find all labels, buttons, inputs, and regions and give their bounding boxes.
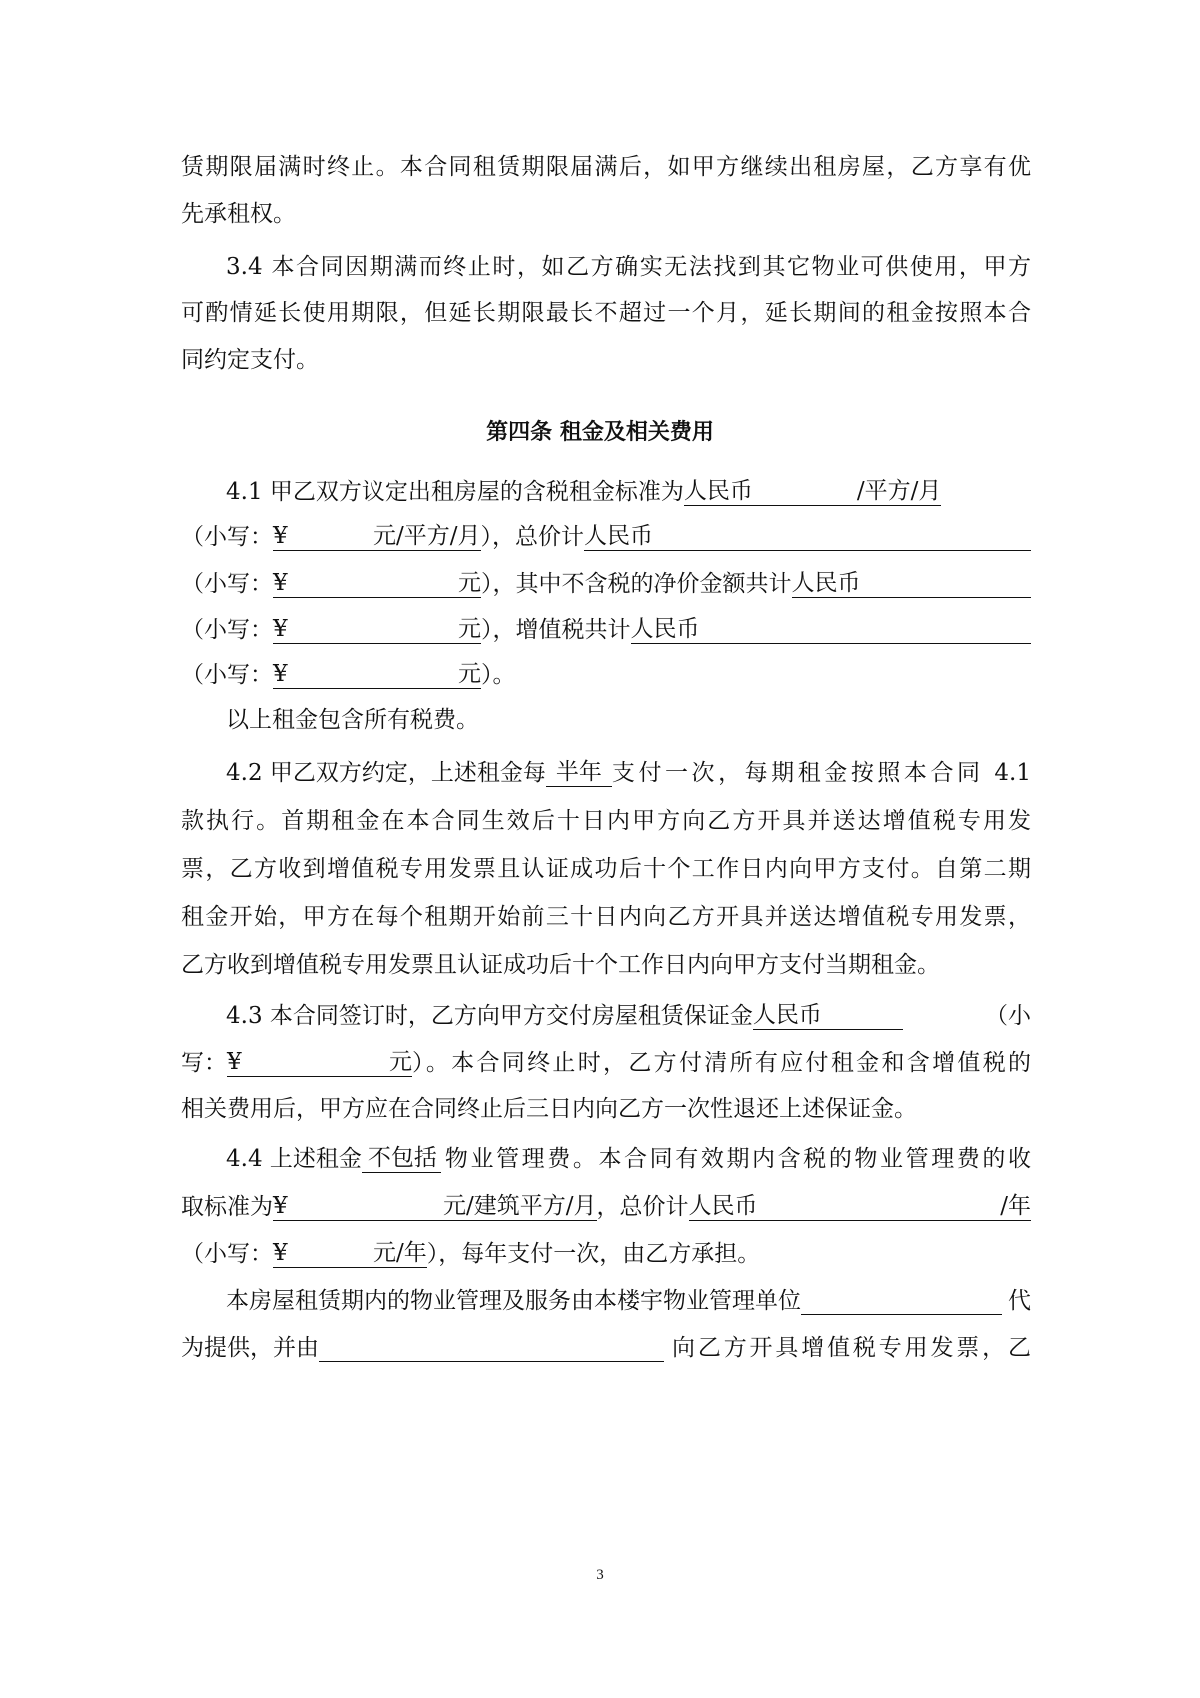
- clause-4-4-line-2: [181, 1192, 1031, 1222]
- clause-4-2-line-2: 款执行。首期租金在本合同生效后十日内甲方向乙方开具并送达增值税专用发: [181, 808, 1031, 834]
- clause-4-1-line-1: [226, 477, 1031, 507]
- paragraph-3-3-line-1: 赁期限届满时终止。本合同租赁期限届满后，如甲方继续出租房屋，乙方享有优: [181, 154, 1031, 180]
- management-line-1: [226, 1286, 1031, 1316]
- rent-standard-blank: [684, 477, 857, 506]
- clause-4-1-line-4: [181, 615, 1031, 645]
- clause-4-2-line-4: 租金开始，甲方在每个租期开始前三十日内向乙方开具并送达增值税专用发票，: [181, 904, 1031, 930]
- clause-4-1-line-3: [181, 569, 1031, 599]
- section-heading-article-4: 第四条 租金及相关费用: [486, 420, 714, 445]
- inclusion-value: 不包括: [362, 1144, 441, 1173]
- currency-label: 人民币: [683, 478, 753, 504]
- unit-label: 元: [458, 570, 481, 596]
- clause-4-2-text: 支付一次，每期租金按照本合同 4.1: [611, 760, 1031, 786]
- management-line-2: [181, 1333, 1031, 1363]
- clause-4-1-text: ），增值税共计: [481, 617, 631, 643]
- clause-4-2-text: 4.2 甲乙双方约定，上述租金每: [226, 760, 546, 786]
- clause-4-1-text: ），其中不含税的净价金额共计: [481, 571, 792, 597]
- unit-label: /年: [1000, 1193, 1031, 1219]
- clause-4-2-line-1: [226, 758, 1031, 788]
- invoice-issuer-blank: [319, 1333, 664, 1362]
- lowercase-label: （小写：: [181, 571, 273, 597]
- unit-label: 元: [389, 1049, 412, 1075]
- management-company-blank: [801, 1286, 1002, 1315]
- clause-4-1-text: 4.1 甲乙双方议定出租房屋的含税租金标准为: [226, 479, 684, 505]
- payment-period-value: 半年: [546, 758, 612, 787]
- unit-label: 元/平方/月: [373, 523, 481, 549]
- clause-4-2-line-5: 乙方收到增值税专用发票且认证成功后十个工作日内向甲方支付当期租金。: [181, 952, 940, 978]
- lowercase-label: （小写：: [181, 662, 273, 688]
- clause-4-1-text: ）。: [481, 662, 516, 688]
- total-price-blank: 人民币: [584, 522, 1031, 551]
- clause-4-3-line-3: 相关费用后，甲方应在合同终止后三日内向乙方一次性退还上述保证金。: [181, 1096, 917, 1122]
- management-text: 向乙方开具增值税专用发票，乙: [672, 1335, 1031, 1361]
- unit-label: /平方/月: [856, 478, 942, 504]
- clause-4-2-line-3: 票，乙方收到增值税专用发票且认证成功后十个工作日内向甲方支付。自第二期: [181, 856, 1031, 882]
- clause-4-4-line-3: [181, 1239, 1031, 1269]
- clause-4-3-text: 写：: [181, 1050, 227, 1076]
- clause-4-4-text: ），每年支付一次，由乙方承担。: [426, 1241, 761, 1267]
- annual-total-blank: 人民币: [689, 1192, 1001, 1221]
- lowercase-label: （小写：: [181, 1241, 273, 1267]
- clause-4-1-line-5: [181, 660, 1031, 690]
- management-text: 代: [1008, 1288, 1031, 1314]
- clause-4-4-text: 取标准为: [181, 1194, 273, 1220]
- net-amount-blank: 人民币: [792, 569, 1032, 598]
- clause-4-3-line-1: [226, 1001, 1031, 1031]
- clause-4-4-text: ，总价计: [596, 1194, 689, 1220]
- clause-4-3-text: （小: [985, 1003, 1031, 1029]
- lowercase-label: （小写：: [181, 524, 273, 550]
- clause-4-3-text: 4.3 本合同签订时，乙方向甲方交付房屋租赁保证金: [226, 1003, 753, 1029]
- deposit-blank: 人民币: [753, 1001, 903, 1030]
- page-number: 3: [596, 1567, 604, 1583]
- yuan-symbol-blank: ¥: [273, 615, 458, 644]
- paragraph-3-4-line-3: 同约定支付。: [181, 347, 319, 373]
- yuan-symbol-blank: ¥: [273, 1239, 373, 1268]
- clause-4-4-text: 4.4 上述租金: [226, 1146, 362, 1172]
- clause-4-3-line-2: [181, 1048, 1031, 1078]
- paragraph-3-4-line-2: 可酌情延长使用期限，但延长期限最长不超过一个月，延长期间的租金按照本合: [181, 300, 1031, 326]
- yuan-symbol-blank: ¥: [273, 522, 373, 551]
- unit-label: 元: [458, 616, 481, 642]
- clause-4-1-line-6: 以上租金包含所有税费。: [226, 707, 479, 733]
- vat-amount-blank: 人民币: [631, 615, 1032, 644]
- management-text: 为提供，并由: [181, 1335, 319, 1361]
- yuan-symbol-blank: ¥: [273, 569, 458, 598]
- unit-label: 元: [458, 661, 481, 687]
- clause-4-1-text: ），总价计: [480, 524, 584, 550]
- yuan-symbol-blank: ¥: [273, 1192, 443, 1221]
- management-text: 本房屋租赁期内的物业管理及服务由本楼宇物业管理单位: [226, 1288, 801, 1314]
- paragraph-3-3-line-2: 先承租权。: [181, 201, 296, 227]
- paragraph-3-4-line-1: 3.4 本合同因期满而终止时，如乙方确实无法找到其它物业可供使用，甲方: [226, 254, 1031, 280]
- clause-4-4-line-1: [226, 1144, 1031, 1174]
- unit-label: 元/建筑平方/月: [443, 1193, 597, 1219]
- clause-4-3-text: ）。本合同终止时，乙方付清所有应付租金和含增值税的: [412, 1050, 1031, 1076]
- lowercase-label: （小写：: [181, 617, 273, 643]
- clause-4-1-line-2: [181, 522, 1031, 552]
- clause-4-4-text: 物业管理费。本合同有效期内含税的物业管理费的收: [444, 1146, 1031, 1172]
- yuan-symbol-blank: ¥: [227, 1048, 389, 1077]
- unit-label: 元/年: [373, 1240, 427, 1266]
- yuan-symbol-blank: ¥: [273, 660, 458, 689]
